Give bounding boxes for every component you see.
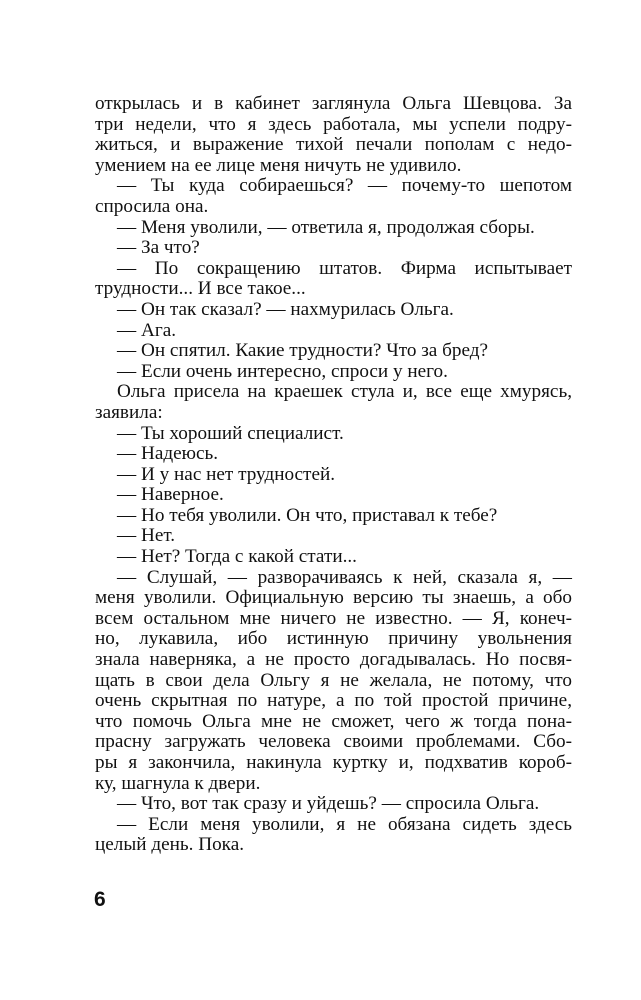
text-line: — И у нас нет трудностей. xyxy=(117,463,336,485)
text-line: — Слушай, — разворачиваясь к ней, сказала я, — xyxy=(117,566,572,588)
text-line: — По сокращению штатов. Фирма испытывает xyxy=(117,257,572,279)
text-line: ку, шагнула к двери. xyxy=(95,772,261,794)
text-line: — Он так сказал? — нахмурилась Ольга. xyxy=(117,298,454,320)
text-line: житься, и выражение тихой печали пополам с недо- xyxy=(95,134,572,156)
text-line: — Нет. xyxy=(117,525,176,547)
text-line: открылась и в кабинет заглянула Ольга Шевцова. За xyxy=(95,93,572,114)
text-line: — Нет? Тогда с какой стати... xyxy=(117,546,357,568)
text-line: меня уволили. Официальную версию ты знаешь, а обо xyxy=(95,587,572,609)
text-line: Ольга присела на краешек стула и, все еще хмурясь, xyxy=(117,381,572,403)
text-line: щать в свои дела Ольгу я не желала, не потому, что xyxy=(95,669,572,691)
text-line: прасну загружать человека своими проблемами. Сбо- xyxy=(95,731,572,753)
text-line: — Он спятил. Какие трудности? Что за бред? xyxy=(117,340,489,362)
text-line: ры я закончила, накинула куртку и, подхватив короб- xyxy=(95,752,572,773)
text-line: целый день. Пока. xyxy=(95,834,245,856)
text-line: умением на ее лице меня ничуть не удивило. xyxy=(95,154,462,176)
text-line: заявила: xyxy=(95,401,163,423)
text-line: — Ага. xyxy=(117,319,177,341)
text-line: три недели, что я здесь работала, мы успели подру- xyxy=(95,113,572,135)
text-line: очень скрытная по натуре, а по той простой причине, xyxy=(95,690,572,712)
text-line: — Ты хороший специалист. xyxy=(117,422,344,444)
text-line: что помочь Ольга мне не сможет, чего ж тогда пона- xyxy=(95,710,572,732)
text-line: — Меня уволили, — ответила я, продолжая сборы. xyxy=(117,216,535,238)
text-line: — За что? xyxy=(117,237,200,259)
text-line: — Наверное. xyxy=(117,484,224,506)
text-line: знала наверняка, а не просто догадывалась. Но посвя- xyxy=(95,649,572,671)
page-number: 6 xyxy=(94,888,106,911)
text-line: — Ты куда собираешься? — почему-то шепотом xyxy=(117,175,572,197)
text-line: спросила она. xyxy=(95,195,209,217)
text-line: всем остальном мне ничего не известно. — Я, конеч- xyxy=(95,607,572,629)
text-line: — Что, вот так сразу и уйдешь? — спросила Ольга. xyxy=(117,793,540,815)
text-line: — Если очень интересно, спроси у него. xyxy=(117,360,448,382)
text-line: трудности... И все такое... xyxy=(95,278,306,300)
text-line: — Если меня уволили, я не обязана сидеть здесь xyxy=(117,813,572,835)
body-text xyxy=(95,94,572,856)
text-line: — Надеюсь. xyxy=(117,443,219,465)
text-line: — Но тебя уволили. Он что, приставал к тебе? xyxy=(117,504,498,526)
text-line: но, лукавила, ибо истинную причину увольнения xyxy=(95,628,572,650)
